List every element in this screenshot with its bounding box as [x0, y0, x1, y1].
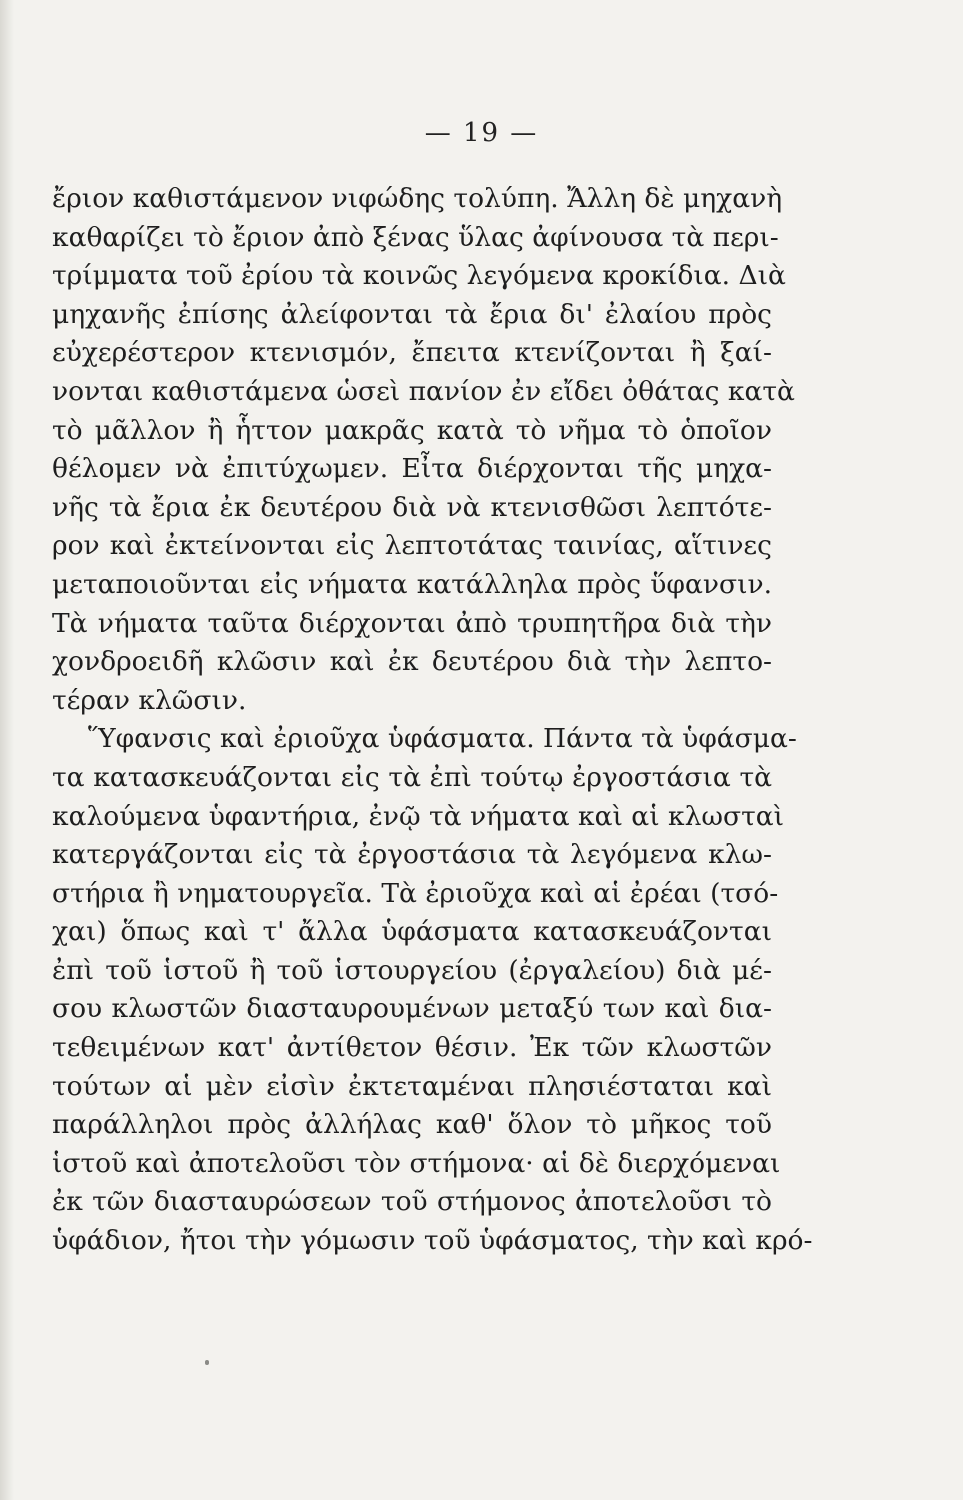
section-heading-line: Ὕφανσις καὶ ἐριοῦχα ὑφάσματα. Πάντα τὰ ὑφάσμα-	[88, 723, 797, 755]
text-line: σου κλωστῶν διασταυρουμένων μεταξύ των καὶ δια-	[52, 993, 772, 1025]
text-line: τούτων αἱ μὲν εἰσὶν ἐκτεταμέναι πλησιέσταται καὶ	[52, 1070, 772, 1102]
text-line: ἐπὶ τοῦ ἱστοῦ ἢ τοῦ ἱστουργείου (ἐργαλείου) διὰ μέ-	[52, 954, 772, 986]
text-line: μηχανῆς ἐπίσης ἀλείφονται τὰ ἔρια δι' ἐλαίου πρὸς	[52, 298, 772, 330]
text-line: κατεργάζονται εἰς τὰ ἐργοστάσια τὰ λεγόμενα κλω-	[52, 839, 772, 871]
page-edge-shadow	[0, 0, 14, 1500]
text-line: μεταποιοῦνται εἰς νήματα κατάλληλα πρὸς ὕφανσιν.	[52, 568, 772, 600]
body-text	[52, 180, 813, 1261]
text-line: Τὰ νήματα ταῦτα διέρχονται ἀπὸ τρυπητῆρα διὰ τὴν	[52, 607, 772, 639]
text-line: τὸ μᾶλλον ἢ ἧττον μακρᾶς κατὰ τὸ νῆμα τὸ ὁποῖον	[52, 414, 772, 446]
text-line: τεθειμένων κατ' ἀντίθετον θέσιν. Ἐκ τῶν κλωστῶν	[52, 1032, 772, 1064]
text-line: καθαρίζει τὸ ἔριον ἀπὸ ξένας ὕλας ἀφίνουσα τὰ περι-	[52, 221, 779, 253]
text-line: ἱστοῦ καὶ ἀποτελοῦσι τὸν στήμονα· αἱ δὲ διερχόμεναι	[52, 1147, 781, 1179]
text-line: παράλληλοι πρὸς ἀλλήλας καθ' ὅλον τὸ μῆκος τοῦ	[52, 1109, 772, 1141]
text-line: ὑφάδιον, ἤτοι τὴν γόμωσιν τοῦ ὑφάσματος, τὴν καὶ κρό-	[52, 1225, 813, 1257]
text-line: νονται καθιστάμενα ὡσεὶ πανίον ἐν εἴδει ὀθάτας κατὰ	[52, 375, 795, 407]
text-line: ἔριον καθιστάμενον νιφώδης τολύπη. Ἄλλη δὲ μηχανὴ	[52, 183, 783, 214]
text-line: ἐκ τῶν διασταυρώσεων τοῦ στήμονος ἀποτελοῦσι τὸ	[52, 1186, 772, 1218]
text-line: τα κατασκευάζονται εἰς τὰ ἐπὶ τούτῳ ἐργοστάσια τὰ	[52, 761, 772, 793]
text-line: ρον καὶ ἐκτείνονται εἰς λεπτοτάτας ταινίας, αἵτινες	[52, 530, 772, 562]
text-line: χαι) ὅπως καὶ τ' ἄλλα ὑφάσματα κατασκευάζονται	[52, 916, 772, 948]
text-line: τέραν κλῶσιν.	[52, 684, 247, 716]
text-line: στήρια ἢ νηματουργεῖα. Τὰ ἐριοῦχα καὶ αἱ ἐρέαι (τσό-	[52, 877, 779, 909]
text-line: θέλομεν νὰ ἐπιτύχωμεν. Εἶτα διέρχονται τῆς μηχα-	[52, 453, 772, 485]
text-line: καλούμενα ὑφαντήρια, ἐνῷ τὰ νήματα καὶ αἱ κλωσταὶ	[52, 800, 785, 832]
text-line: τρίμματα τοῦ ἐρίου τὰ κοινῶς λεγόμενα κροκίδια. Διὰ	[52, 260, 786, 292]
page-number: — 19 —	[424, 118, 539, 148]
text-line: χονδροειδῆ κλῶσιν καὶ ἐκ δευτέρου διὰ τὴν λεπτο-	[52, 646, 772, 678]
text-line: νῆς τὰ ἔρια ἐκ δευτέρου διὰ νὰ κτενισθῶσι λεπτότε-	[52, 491, 772, 523]
ink-speck	[205, 1360, 209, 1365]
text-line: εὐχερέστερον κτενισμόν, ἔπειτα κτενίζονται ἢ ξαί-	[52, 337, 772, 369]
